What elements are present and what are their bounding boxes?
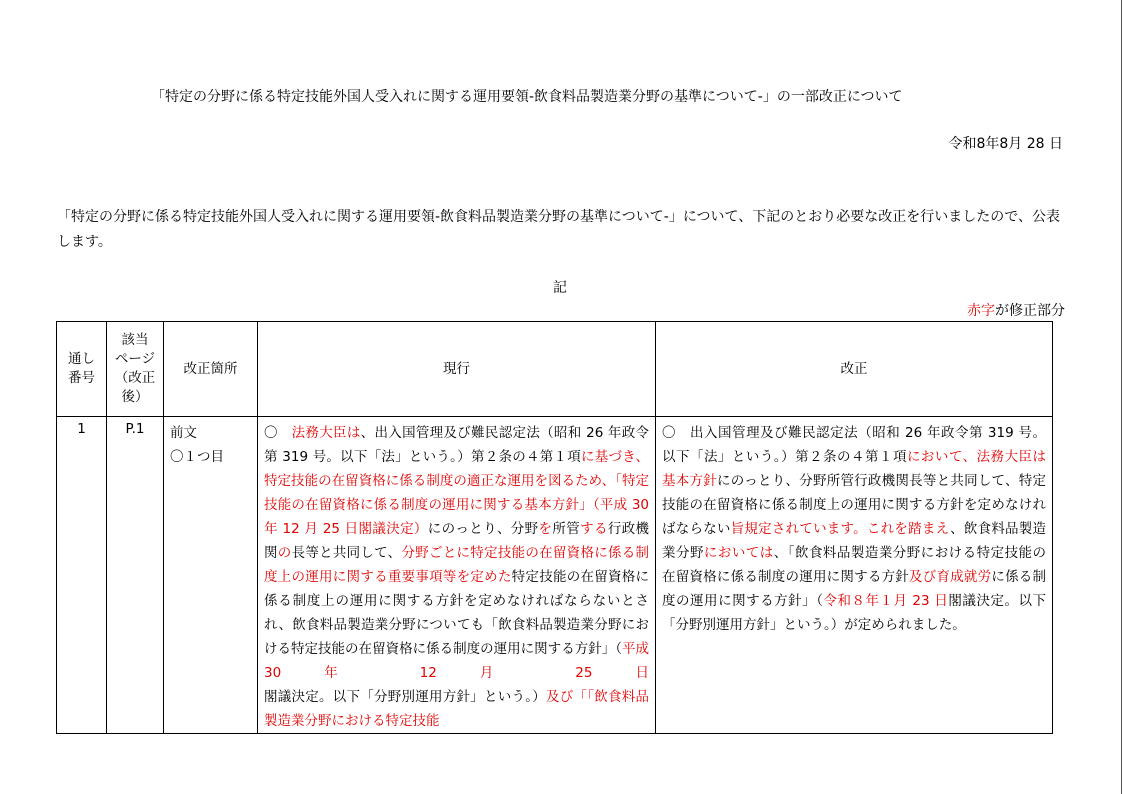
revised-segment: 旨規定されています。これを踏まえ bbox=[730, 521, 951, 537]
current-segment: 、出入国管理及び難民認定法（昭和 26 年政令第 319 号。以下「法」という。）第２条の４第１項 bbox=[264, 425, 650, 465]
row-revised-text bbox=[656, 417, 1053, 734]
revised-segment: 閣議決定。以下「分野別運用方針」という。）が定められました。 bbox=[662, 593, 1047, 633]
current-segment: 及び「「飲食料品製造業分野における特定技能 bbox=[264, 689, 649, 729]
current-segment: 法務大臣は bbox=[291, 425, 361, 441]
current-segment: を bbox=[538, 521, 553, 537]
row-no: 1 bbox=[57, 417, 107, 734]
intro-paragraph: 「特定の分野に係る特定技能外国人受入れに関する運用要領-飲食料品製造業分野の基準について-」について、下記のとおり必要な改正を行いましたので、公表します。 bbox=[57, 209, 1060, 250]
current-segment: する bbox=[580, 521, 608, 537]
header-section: 改正箇所 bbox=[164, 322, 258, 417]
revision-table bbox=[56, 321, 1053, 734]
header-no: 通し 番号 bbox=[57, 322, 107, 417]
revised-segment: 及び育成就労 bbox=[909, 569, 992, 585]
revised-segment: に係る制度の運用に関する方針」（ bbox=[662, 569, 1047, 609]
revised-segment: 、飲食料品製造業分野 bbox=[662, 521, 1047, 561]
current-segment: にのっとり、分野 bbox=[427, 521, 539, 537]
revised-segment: 令和８年１月 23 日 bbox=[823, 593, 949, 609]
revised-segment: においては bbox=[703, 545, 774, 561]
revised-segment: 、「飲食料品製造業分野における特定技能の在留資格に係る制度の運用に関する方針 bbox=[662, 545, 1047, 585]
document-title: 「特定の分野に係る特定技能外国人受入れに関する運用要領-飲食料品製造業分野の基準について-」の一部改正について bbox=[151, 89, 903, 105]
current-segment: 〇 bbox=[264, 425, 292, 441]
current-segment: に基づき、特定技能の在留資格に係る制度の適正な運用を図るため、「特定技能の在留資格に係る制度の運用に関する基本方針」（平成 30 年 12 月 25 日閣議決定） bbox=[264, 449, 649, 537]
revised-segment: において、法務大臣は基本方針 bbox=[662, 449, 1047, 489]
current-segment: 閣議決定。以下「分野別運用方針」という。） bbox=[264, 689, 546, 705]
row-current-text bbox=[258, 417, 656, 734]
revised-segment: 〇 出入国管理及び難民認定法（昭和 26 年政令第 319 号。以下「法」という。）第２条の４第１項 bbox=[662, 425, 1046, 465]
row-page: P.1 bbox=[107, 417, 164, 734]
current-segment: 平成 30 年 12 月 25 日 bbox=[264, 641, 650, 681]
current-segment: 所管 bbox=[552, 521, 581, 537]
legend-text: が修正部分 bbox=[995, 303, 1065, 319]
document-date: 令和8年8月 28 日 bbox=[948, 136, 1063, 152]
table-header-row bbox=[57, 322, 1053, 417]
red-legend bbox=[967, 300, 1065, 320]
current-segment: 分野ごとに特定技能の在留資格に係る制度上の運用に関する重要事項等を定めた bbox=[264, 545, 650, 585]
header-current: 現行 bbox=[258, 322, 656, 417]
revised-segment: にのっとり、分野所管行政機関長等と共同して、特定技能の在留資格に係る制度上の運用に関する方針を定めなければならない bbox=[662, 473, 1046, 537]
row-section: 前文 〇１つ目 bbox=[164, 417, 258, 734]
current-segment: の bbox=[277, 545, 292, 561]
ki-heading: 記 bbox=[553, 280, 567, 296]
page-edge bbox=[1121, 0, 1122, 794]
table-row bbox=[57, 417, 1053, 734]
header-revised: 改正 bbox=[656, 322, 1053, 417]
current-segment: 特定技能の在留資格に係る制度上の運用に関する方針を定めなければならないとされ、飲食料品製造業分野についても「飲食料品製造業分野における特定技能の在留資格に係る制度の運用に関する方針」（ bbox=[264, 569, 650, 657]
header-page: 該当 ページ （改正 後） bbox=[107, 322, 164, 417]
current-segment: 長等と共同して、 bbox=[291, 545, 402, 561]
current-segment: 行政機関 bbox=[264, 521, 650, 561]
legend-red-word: 赤字 bbox=[967, 303, 995, 319]
